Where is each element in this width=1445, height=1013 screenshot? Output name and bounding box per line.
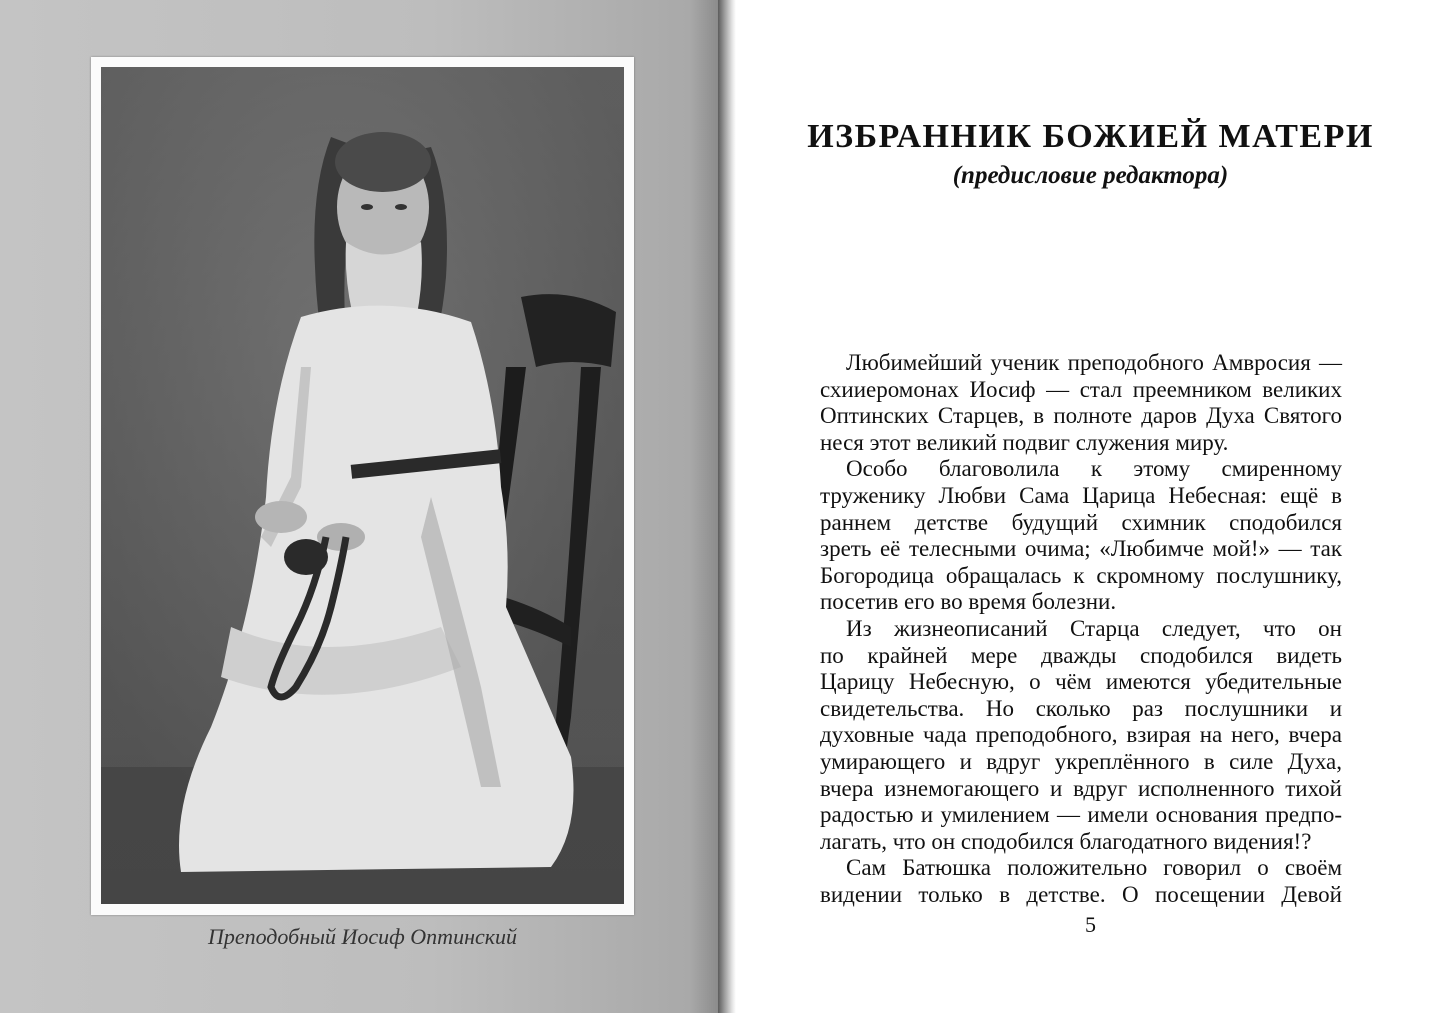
chapter-title: ИЗБРАННИК БОЖИЕЙ МАТЕРИ: [807, 118, 1374, 155]
text-line: Богородица обращалась к скромному послушнику,: [820, 562, 1342, 588]
text-line: труженику Любви Сама Царица Небесная: ещё в: [820, 482, 1342, 508]
book-gutter: [718, 0, 736, 1013]
text-line: вчера изнемогающего и вдруг исполненного тихой: [820, 775, 1342, 801]
text-line: зреть её телесными очима; «Любимче мой!» — так: [820, 536, 1342, 562]
text-line: умирающего и вдруг укреплённого в силе Духа,: [820, 748, 1342, 774]
text-line: неся этот великий подвиг служения миру.: [820, 429, 1229, 455]
page-number: 5: [1085, 912, 1096, 937]
text-line: Сам Батюшка положительно говорил о своём: [846, 855, 1342, 881]
paragraph-3: [820, 616, 1342, 855]
portrait-photo: [101, 67, 624, 904]
photo-frame: [91, 57, 634, 915]
text-line: Оптинских Старцев, в полноте даров Духа Святого: [820, 403, 1342, 429]
body-text: [820, 350, 1342, 908]
right-page: [736, 0, 1445, 1013]
text-line: радостью и умилением — имели основания предпо-: [820, 802, 1342, 828]
portrait-photo-icon: [101, 67, 624, 904]
paragraph-4: [820, 855, 1342, 908]
text-line: лагать, что он сподобился благодатного видения!?: [820, 828, 1312, 854]
left-page: [0, 0, 718, 1013]
text-line: свидетельства. Но сколько раз послушники и: [820, 695, 1342, 721]
text-line: схииеромонах Иосиф — стал преемником великих: [820, 376, 1342, 402]
text-line: Любимейший ученик преподобного Амвросия —: [846, 350, 1342, 375]
text-line: духовные чада преподобного, взирая на него, вчера: [820, 722, 1342, 748]
text-line: Особо благоволила к этому смиренному: [846, 456, 1342, 482]
text-line: раннем детстве будущий схимник сподобился: [820, 509, 1342, 535]
text-line: по крайней мере дважды сподобился видеть: [820, 642, 1342, 668]
text-line: Царицу Небесную, о чём имеются убедительные: [820, 669, 1342, 695]
chapter-subtitle: (предисловие редактора): [952, 162, 1229, 189]
text-line: посетив его во время болезни.: [820, 589, 1117, 615]
text-line: видении только в детстве. О посещении Девой: [820, 881, 1342, 907]
paragraph-2: [820, 456, 1342, 616]
photo-caption: Преподобный Иосиф Оптинский: [207, 924, 518, 949]
text-line: Из жизнеописаний Старца следует, что он: [846, 615, 1342, 641]
paragraph-1: [820, 350, 1342, 456]
